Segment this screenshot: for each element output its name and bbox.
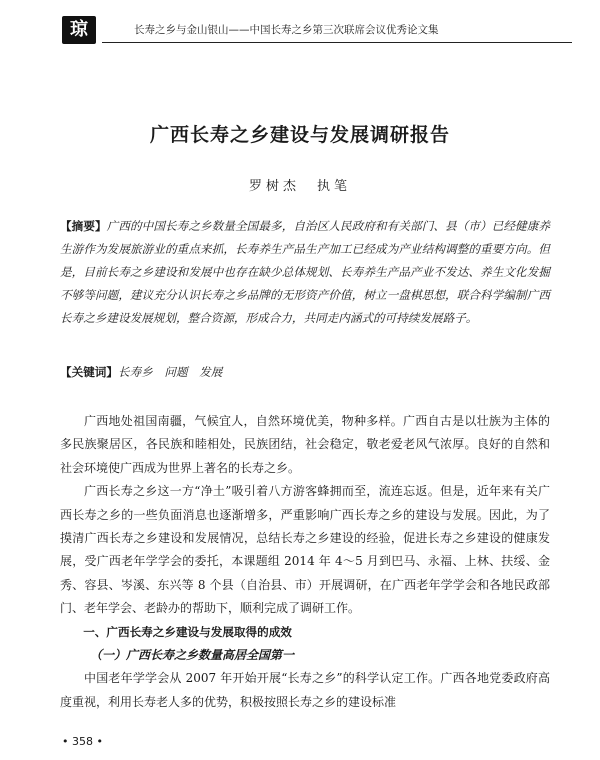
journal-logo: 琼 xyxy=(62,16,96,44)
keywords xyxy=(60,361,550,384)
paragraph: 广西地处祖国南疆，气候宜人，自然环境优美，物种多样。广西自古是以壮族为主体的多民族聚居区，各民族和睦相处，民族团结，社会稳定，敬老爱老风气浓厚。良好的自然和社会环境使广西成为世界上著名的长寿之乡。 xyxy=(60,414,550,475)
paragraph: 广西长寿之乡这一方“净土”吸引着八方游客蜂拥而至，流连忘返。但是，近年来有关广西长寿之乡的一些负面消息也逐渐增多，严重影响广西长寿之乡的建设与发展。因此，为了摸清广西长寿之乡建设和发展情况，总结长寿之乡建设的经验，促进长寿之乡建设的健康发展，受广西老年学学会的委托，本课题组 2014 年 4～5 月到巴马、永福、上林、扶绥、金秀、容县、岑溪、东兴等 8 个县（自治县、市）开展调研，在广西老年学学会和各地民政部门、老年学会、老龄办的帮助下，顺利完成了调研工作。 xyxy=(60,484,550,616)
page-number: • 358 • xyxy=(62,735,103,748)
abstract-label: 【摘要】 xyxy=(60,219,107,233)
running-header xyxy=(62,20,572,40)
abstract xyxy=(60,215,550,330)
author-line: 罗树杰 执笔 xyxy=(248,179,351,194)
section-heading: 一、广西长寿之乡建设与发展取得的成效 xyxy=(83,624,292,639)
running-title: 长寿之乡与金山银山——中国长寿之乡第三次联席会议优秀论文集 xyxy=(134,24,439,36)
article-title: 广西长寿之乡建设与发展调研报告 xyxy=(149,124,450,146)
abstract-text: 广西的中国长寿之乡数量全国最多，自治区人民政府和有关部门、县（市）已经健康养生游作为发展旅游业的重点来抓，长寿养生产品生产加工已经成为产业结构调整的重要方向。但是，目前长寿之乡建设和发展中也存在缺少总体规划、长寿养生产品产业不发达、养生文化发掘不够等问题，建议充分认识长寿之乡品牌的无形资产价值，树立一盘棋思想，联合科学编制广西长寿之乡建设发展规划，整合资源，形成合力，共同走内涵式的可持续发展路子。 xyxy=(60,219,550,325)
keywords-label: 【关键词】 xyxy=(60,365,118,379)
keywords-text: 长寿乡 问题 发展 xyxy=(117,365,223,379)
header-rule xyxy=(102,42,572,43)
paragraph: 中国老年学学会从 2007 年开始开展“长寿之乡”的科学认定工作。广西各地党委政府高度重视，利用长寿老人多的优势，积极按照长寿之乡的建设标准 xyxy=(60,671,550,709)
article-body xyxy=(60,410,550,714)
subsection-heading: （一）广西长寿之乡数量高居全国第一 xyxy=(90,648,295,663)
